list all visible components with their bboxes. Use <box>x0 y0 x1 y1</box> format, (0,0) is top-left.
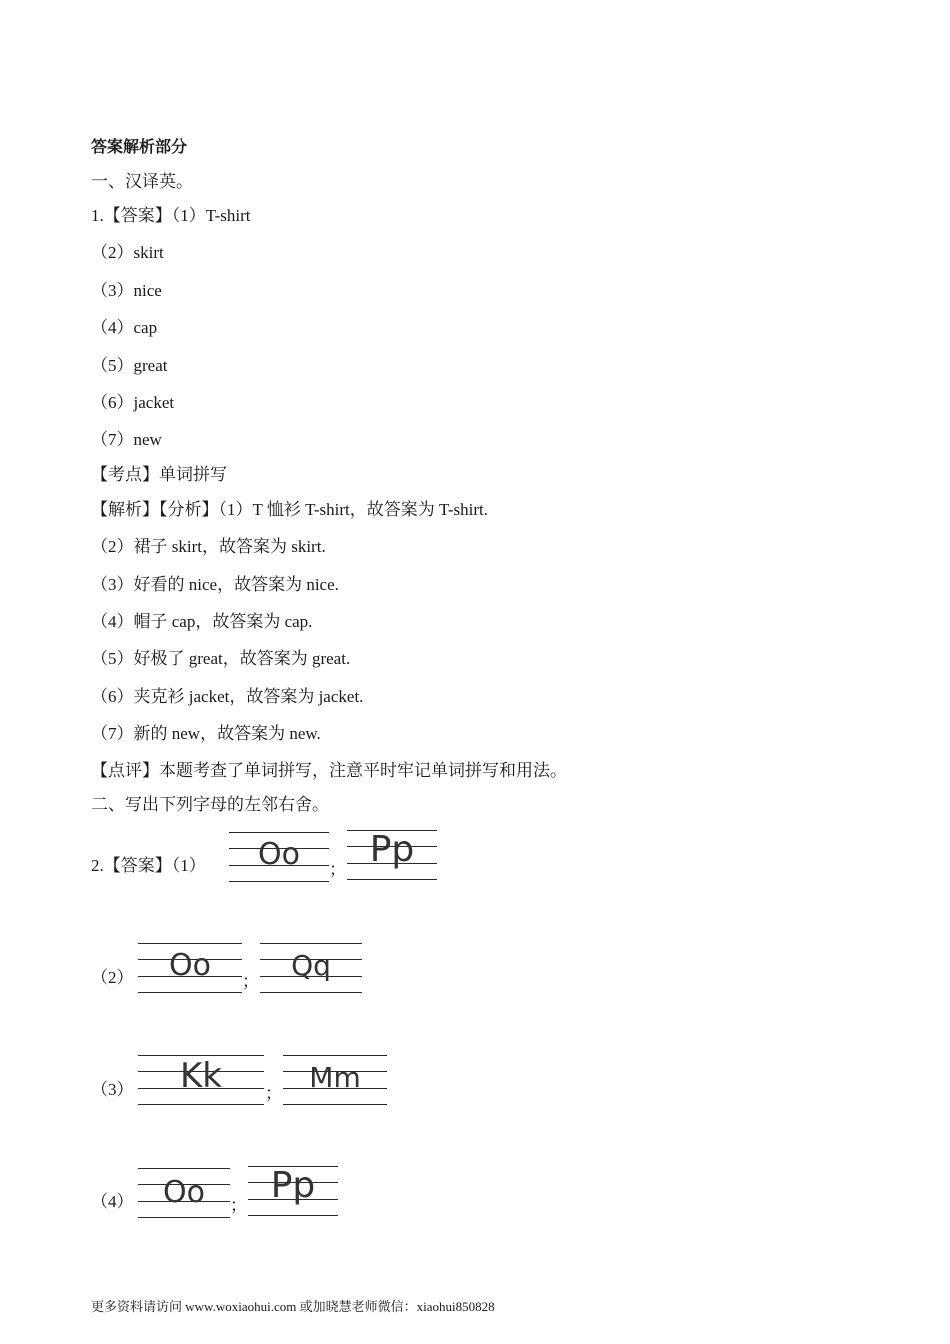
q1-item: （7）new <box>91 430 162 449</box>
q2-row-prefix: （4） <box>91 1192 134 1211</box>
answer-letters: Mm <box>309 1061 361 1094</box>
q1-item: （5）great <box>91 356 168 375</box>
separator: ； <box>242 972 259 991</box>
section-2-title: 二、写出下列字母的左邻右舍。 <box>91 795 329 814</box>
four-line-box-right <box>347 830 437 880</box>
q1-item: （2）skirt <box>91 243 164 262</box>
q1-analysis-line: （2）裙子 skirt，故答案为 skirt. <box>91 537 326 556</box>
q2-row-prefix: （2） <box>91 968 134 987</box>
separator: ； <box>265 1084 282 1103</box>
answer-letters: Qq <box>291 949 331 982</box>
q2-answer-row <box>91 1052 411 1112</box>
q1-analysis-line: （5）好极了 great，故答案为 great. <box>91 649 351 668</box>
q1-analysis-line: 【解析】【分析】（1）T 恤衫 T-shirt，故答案为 T-shirt. <box>91 500 488 519</box>
q1-answer-line: 1.【答案】（1）T-shirt <box>91 206 251 225</box>
answer-letters: Kk <box>180 1056 222 1096</box>
answer-letters: Oo <box>163 1175 205 1210</box>
answer-heading: 答案解析部分 <box>91 137 188 156</box>
q1-analysis-line: （4）帽子 cap，故答案为 cap. <box>91 612 313 631</box>
q1-analysis-line: （7）新的 new，故答案为 new. <box>91 724 321 743</box>
answer-letters: Pp <box>369 829 415 870</box>
q1-analysis-line: （3）好看的 nice，故答案为 nice. <box>91 575 339 594</box>
q1-item: （6）jacket <box>91 393 175 412</box>
four-line-box-left <box>138 943 242 993</box>
q1-analysis-line: （6）夹克衫 jacket，故答案为 jacket. <box>91 687 364 706</box>
answer-letters: Oo <box>258 837 300 872</box>
four-line-box-left <box>229 832 329 882</box>
q1-item: （3）nice <box>91 281 162 300</box>
four-line-box-right <box>260 943 362 993</box>
q1-item: （4）cap <box>91 318 158 337</box>
q1-comment: 【点评】本题考查了单词拼写，注意平时牢记单词拼写和用法。 <box>91 761 567 780</box>
section-1-title: 一、汉译英。 <box>91 172 193 191</box>
q1-point: 【考点】单词拼写 <box>91 465 227 484</box>
q2-row-prefix: （3） <box>91 1080 134 1099</box>
four-line-box-left <box>138 1168 230 1218</box>
separator: ； <box>329 860 346 879</box>
q2-answer-row <box>91 1164 351 1224</box>
q2-answer-row <box>91 828 491 888</box>
four-line-box-right <box>248 1166 338 1216</box>
answer-letters: Oo <box>169 948 211 983</box>
four-line-box-left <box>138 1055 264 1105</box>
four-line-box-right <box>283 1055 387 1105</box>
separator: ； <box>230 1196 247 1215</box>
answer-letters: Pp <box>270 1165 316 1206</box>
footer-text: 更多资料请访问 www.woxiaohui.com 或加晓慧老师微信：xiaohui850828 <box>91 1299 495 1314</box>
q2-row-prefix: 2.【答案】（1） <box>91 856 206 875</box>
q2-answer-row <box>91 940 391 1000</box>
